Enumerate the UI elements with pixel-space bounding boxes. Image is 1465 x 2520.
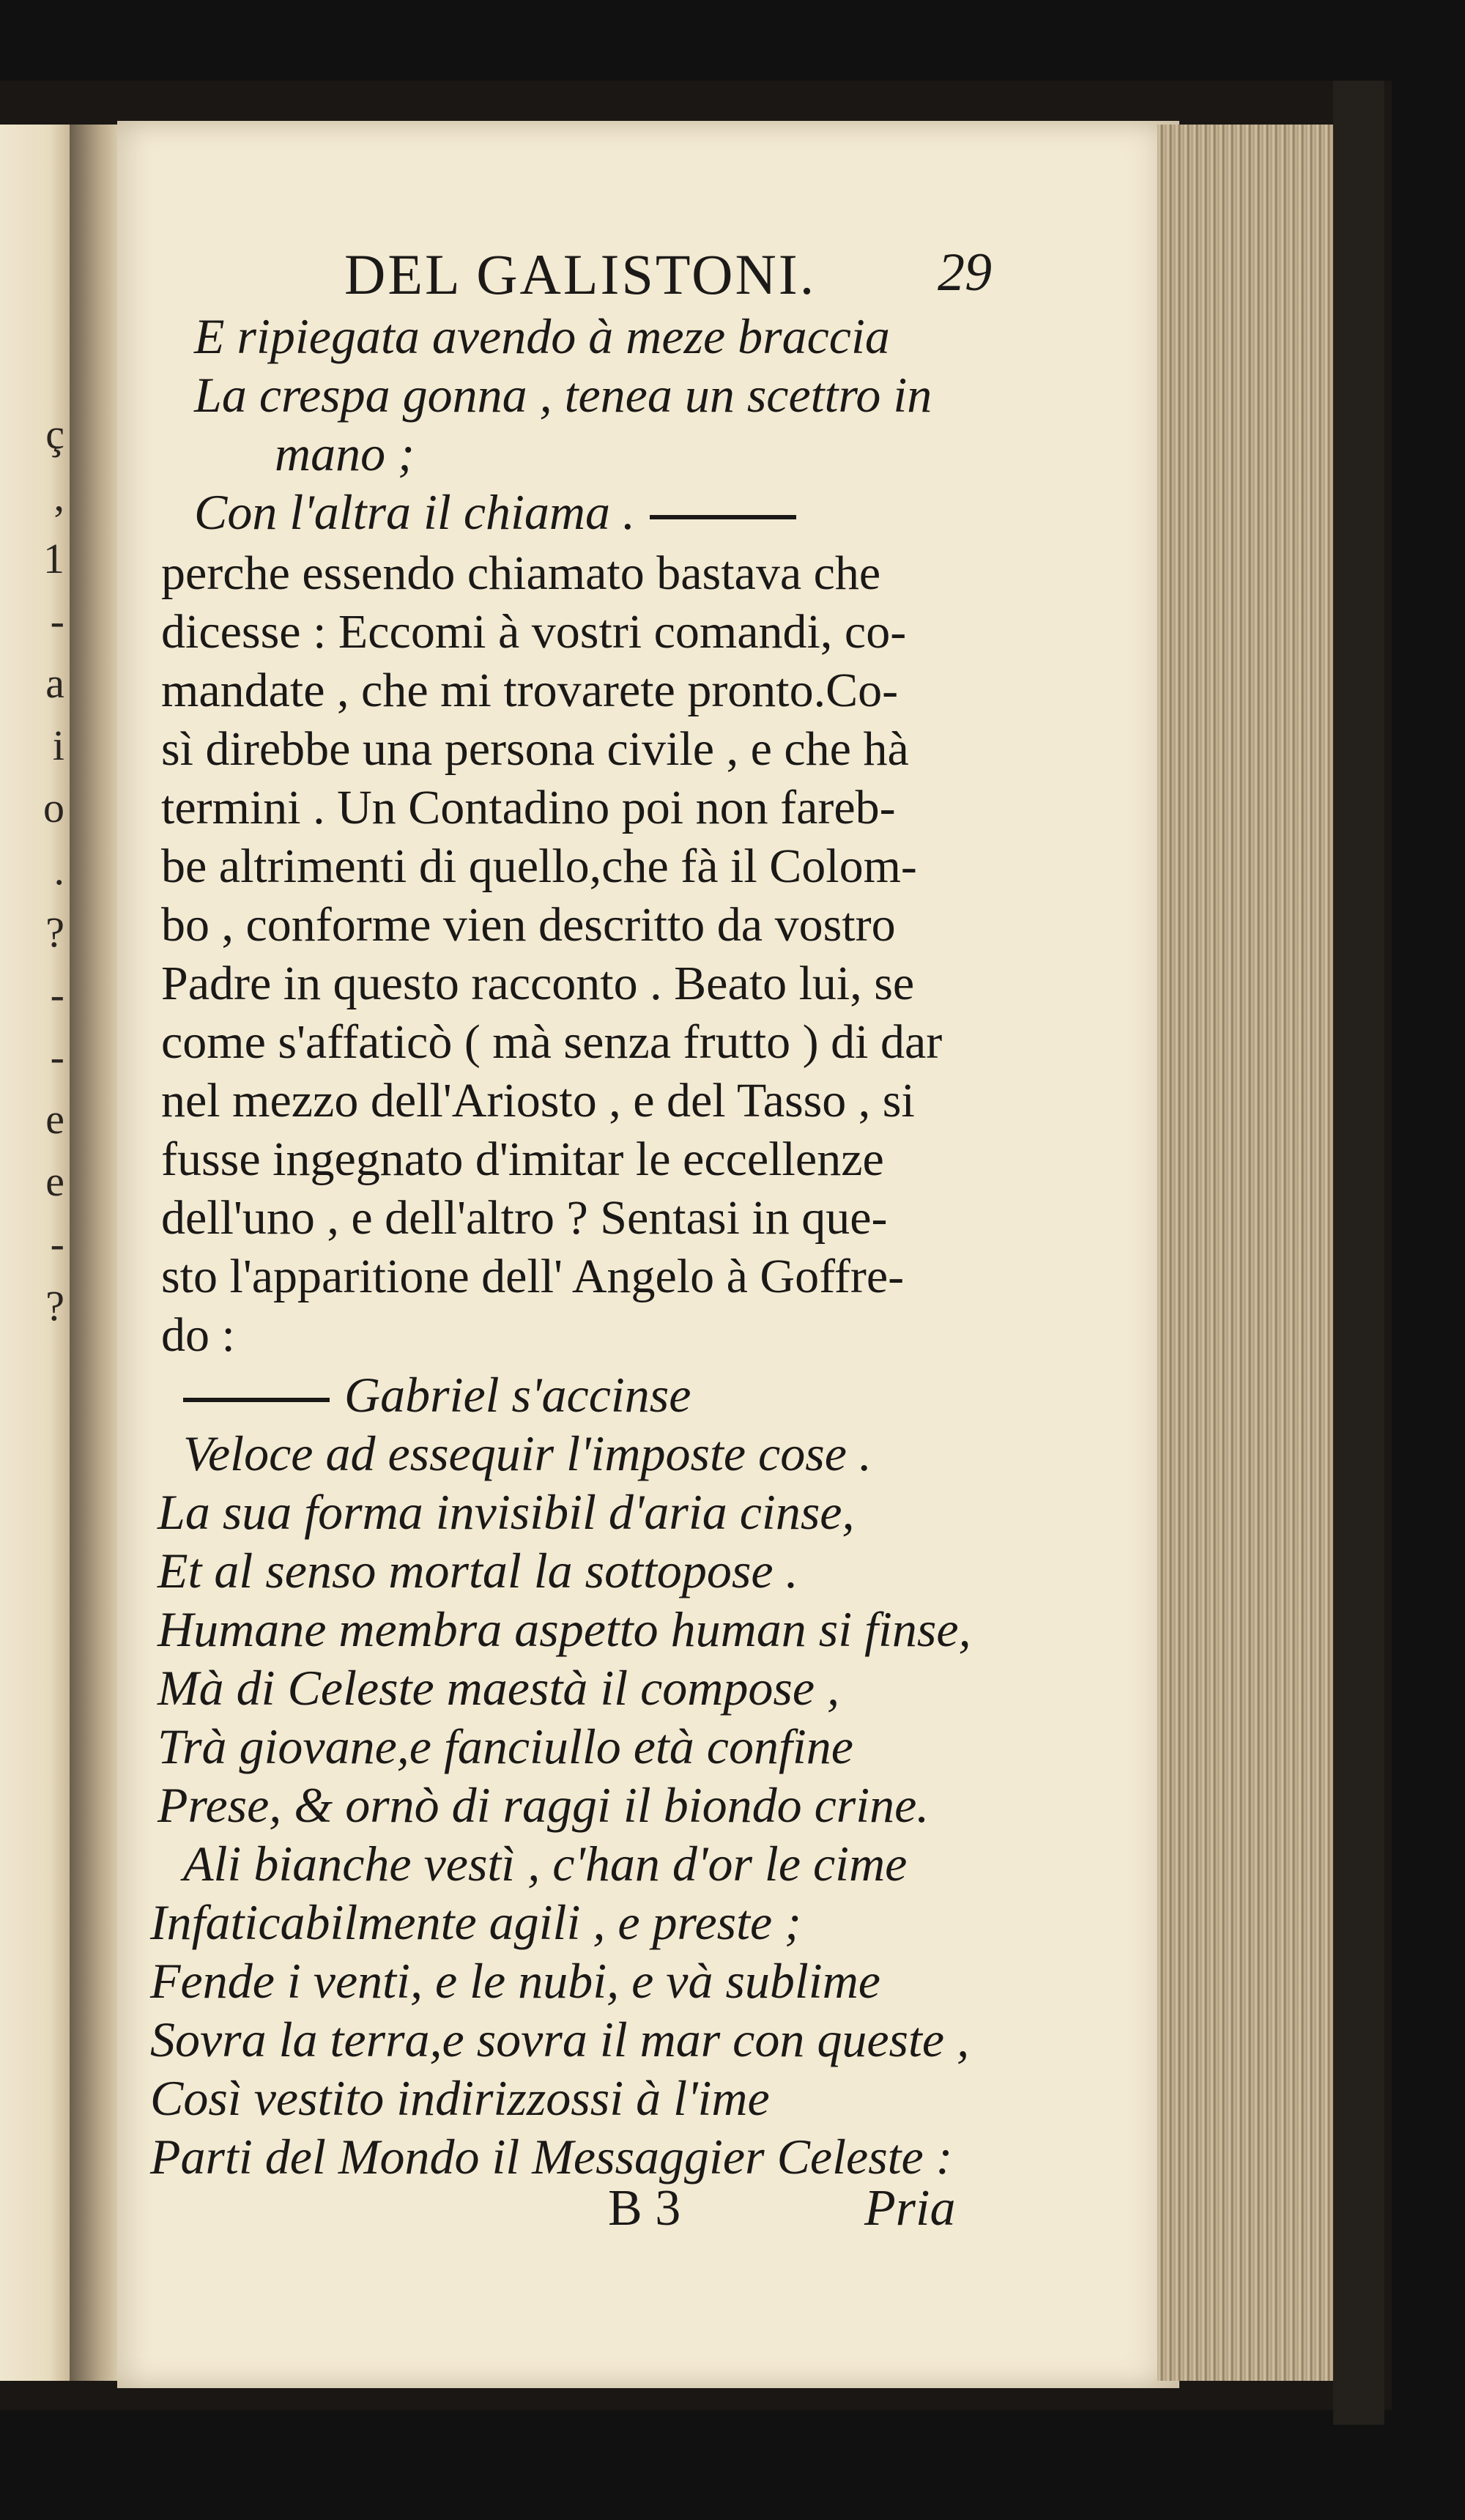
verse-line: Infaticabilmente agili , e preste ; [150, 1894, 801, 1950]
verse-line: Così vestito indirizzossi à l'ime [150, 2070, 770, 2126]
verse-line-with-rule [194, 483, 811, 541]
verse-text: Gabriel s'accinse [344, 1367, 691, 1423]
verse-line: E ripiegata avendo à meze braccia [194, 308, 890, 364]
left-page-edge [0, 125, 71, 2381]
prose-line: dell'uno , e dell'altro ? Sentasi in que- [161, 1191, 888, 1245]
prose-line: fusse ingegnato d'imitar le eccellenze [161, 1133, 884, 1186]
prose-line: termini . Un Contadino poi non fareb- [161, 781, 896, 834]
catchword: Pria [864, 2180, 956, 2236]
book-cover-edge [1333, 81, 1384, 2425]
verse-line: Fende i venti, e le nubi, e và sublime [150, 1953, 880, 2009]
signature-mark: B 3 [608, 2180, 681, 2236]
running-title: DEL GALISTONI. [344, 242, 817, 306]
verse-line: Humane membra aspetto human si finse, [157, 1601, 971, 1657]
verse-line: La crespa gonna , tenea un scettro in [194, 367, 932, 423]
verse-line: mano ; [275, 426, 415, 481]
prose-line: nel mezzo dell'Ariosto , e del Tasso , si [161, 1074, 915, 1127]
verse-line: Parti del Mondo il Messaggier Celeste : [150, 2129, 953, 2184]
prose-line: bo , conforme vien descritto da vostro [161, 898, 896, 952]
prose-line: sì direbbe una persona civile , e che hà [161, 722, 909, 776]
dash-rule [650, 515, 796, 519]
verse-text: Con l'altra il chiama . [194, 484, 636, 540]
verse-line: Trà giovane,e fanciullo età confine [157, 1719, 853, 1774]
prose-line: be altrimenti di quello,che fà il Colom- [161, 840, 917, 893]
page-number: 29 [938, 242, 992, 303]
verse-line: Ali bianche vestì , c'han d'or le cime [183, 1836, 908, 1891]
page-block-edges [1157, 125, 1345, 2381]
book-gutter [70, 125, 121, 2381]
prose-line: sto l'apparitione dell' Angelo à Goffre- [161, 1250, 905, 1303]
dash-rule [183, 1398, 330, 1402]
left-page-fragments: ç , 1 - a i o . ? - - e e - ? [43, 410, 64, 1330]
verse-line: Prese, & ornò di raggi il biondo crine. [157, 1777, 930, 1833]
prose-line: come s'affaticò ( mà senza frutto ) di dar [161, 1015, 943, 1069]
prose-line: dicesse : Eccomi à vostri comandi, co- [161, 605, 907, 659]
prose-line: perche essendo chiamato bastava che [161, 546, 881, 600]
verse-line: La sua forma invisibil d'aria cinse, [157, 1484, 855, 1540]
prose-line: do : [161, 1308, 235, 1362]
prose-line: Padre in questo racconto . Beato lui, se [161, 957, 915, 1010]
prose-line: mandate , che mi trovarete pronto.Co- [161, 664, 899, 717]
verse-line: Mà di Celeste maestà il compose , [157, 1660, 840, 1716]
page-header [344, 242, 1004, 315]
verse-line: Veloce ad essequir l'imposte cose . [183, 1426, 872, 1481]
verse-line: Sovra la terra,e sovra il mar con queste , [150, 2012, 970, 2067]
verse-line-with-rule [183, 1366, 691, 1424]
verse-line: Et al senso mortal la sottopose . [157, 1543, 798, 1598]
